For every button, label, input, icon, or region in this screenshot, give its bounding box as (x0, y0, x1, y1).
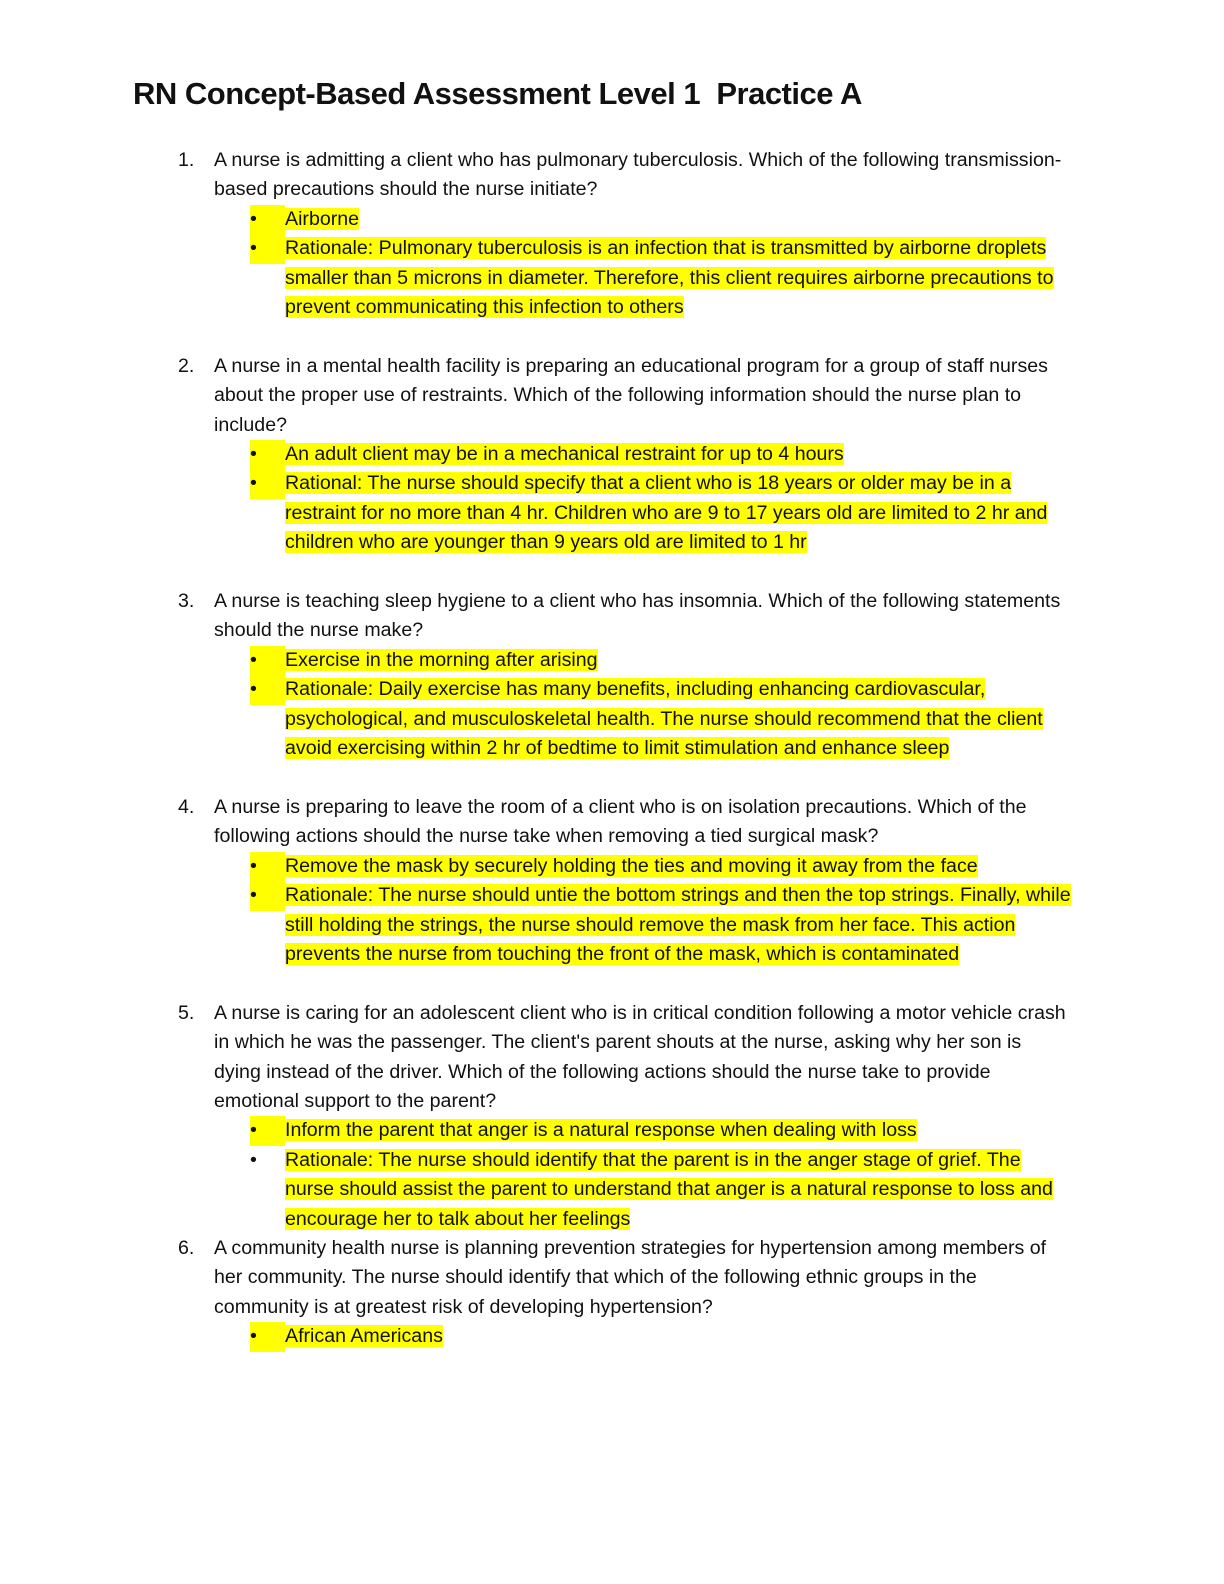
bullet-icon: • (250, 234, 285, 263)
answer-text: African Americans (285, 1325, 443, 1348)
answer-text: Exercise in the morning after arising (285, 648, 598, 671)
answer-item (214, 852, 1073, 881)
question-number: 3. (178, 590, 195, 613)
question-2 (178, 352, 1073, 558)
bullet-icon: • (250, 852, 285, 881)
rationale-text: Rationale: The nurse should identify that the parent is in the anger stage of grief. The nurse should assist the parent to understand that anger is a natural response to loss and encourage her to talk about her feelings (285, 1148, 1053, 1230)
rationale-text: Rationale: Daily exercise has many benefits, including enhancing cardiovascular, psychological, and musculoskeletal health. The nurse should recommend that the client avoid exercising within 2 hr of bedtime to limit stimulation and enhance sleep (285, 678, 1043, 760)
question-number: 4. (178, 795, 195, 818)
rationale-item (214, 469, 1073, 557)
bullet-icon: • (250, 646, 285, 675)
question-text: A community health nurse is planning prevention strategies for hypertension among members of her community. The nurse should identify that which of the following ethnic groups in the community is at greatest risk of developing hypertension? (214, 1236, 1047, 1318)
rationale-item (214, 1146, 1073, 1234)
answer-item (214, 1116, 1073, 1145)
answer-item (214, 1322, 1073, 1351)
question-number: 5. (178, 1001, 195, 1024)
bullet-icon: • (250, 881, 285, 910)
answer-item (214, 205, 1073, 234)
question-text: A nurse is caring for an adolescent client who is in critical condition following a motor vehicle crash in which he was the passenger. The client's parent shouts at the nurse, asking why her son is dying instead of the driver. Which of the following actions should the nurse take to provide emotional support to the parent? (214, 1001, 1066, 1112)
bullet-icon: • (250, 1148, 257, 1171)
answer-text: An adult client may be in a mechanical restraint for up to 4 hours (285, 443, 844, 466)
answer-item (214, 440, 1073, 469)
question-1 (178, 146, 1073, 322)
page-title: RN Concept-Based Assessment Level 1 Practice A (133, 76, 862, 111)
question-3 (178, 587, 1073, 763)
rationale-text: Rationale: The nurse should untie the bottom strings and then the top strings. Finally, while still holding the strings, the nurse should remove the mask from her face. This action prevents the nurse from touching the front of the mask, which is contaminated (285, 884, 1071, 965)
bullet-icon: • (250, 1322, 285, 1351)
question-6 (178, 1234, 1073, 1352)
question-text: A nurse is preparing to leave the room of a client who is on isolation precautions. Which of the following actions should the nurse take when removing a tied surgical mask? (214, 795, 1027, 848)
question-5 (178, 999, 1073, 1234)
bullet-icon: • (250, 469, 285, 498)
answer-item (214, 646, 1073, 675)
question-number: 6. (178, 1236, 195, 1259)
question-number: 1. (178, 149, 195, 171)
question-text: A nurse is teaching sleep hygiene to a client who has insomnia. Which of the following statements should the nurse make? (214, 590, 1061, 642)
bullet-icon: • (250, 205, 285, 234)
question-4 (178, 793, 1073, 969)
question-number: 2. (178, 354, 195, 377)
rationale-item (214, 881, 1073, 969)
question-text: A nurse in a mental health facility is preparing an educational program for a group of staff nurses about the proper use of restraints. Which of the following information should the nurse plan to include? (214, 354, 1048, 436)
bullet-icon: • (250, 440, 285, 469)
answer-text: Inform the parent that anger is a natural response when dealing with loss (285, 1119, 917, 1142)
bullet-icon: • (250, 1116, 285, 1145)
question-text: A nurse is admitting a client who has pulmonary tuberculosis. Which of the following transmission-based precautions should the nurse initiate? (214, 149, 1062, 201)
rationale-text: Rationale: Pulmonary tuberculosis is an infection that is transmitted by airborne droplets smaller than 5 microns in diameter. Therefore, this client requires airborne precautions to prevent communicating this infection to others (285, 237, 1054, 319)
answer-text: Airborne (285, 207, 360, 230)
rationale-text: Rational: The nurse should specify that a client who is 18 years or older may be in a restraint for no more than 4 hr. Children who are 9 to 17 years old are limited to 2 hr and children who are younger than 9 years old are limited to 1 hr (285, 472, 1048, 554)
answer-text: Remove the mask by securely holding the ties and moving it away from the face (285, 854, 978, 877)
question-list (178, 146, 1073, 1381)
rationale-item (214, 234, 1073, 322)
bullet-icon: • (250, 675, 285, 704)
rationale-item (214, 675, 1073, 763)
